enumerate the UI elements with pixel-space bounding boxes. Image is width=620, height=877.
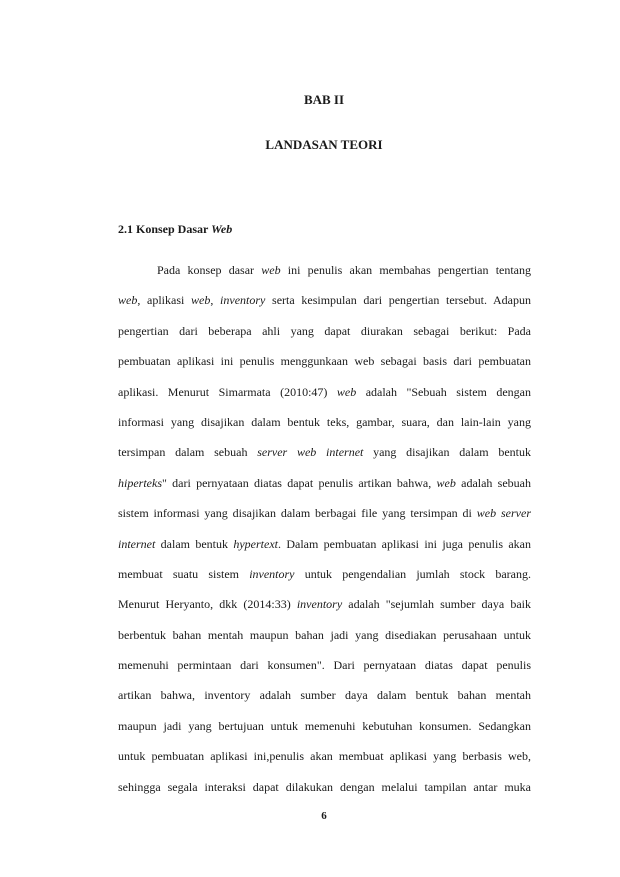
paragraph-line: [118, 741, 531, 771]
text-run: ini penulis akan membahas pengertian tentang: [280, 263, 531, 277]
text-run: adalah "sejumlah sumber daya baik: [342, 597, 531, 612]
text-run: adalah "Sebuah sistem dengan: [356, 384, 531, 399]
text-run: tersimpan dalam sebuah: [118, 445, 258, 460]
text-run: aplikasi. Menurut Simarmata (2010:47): [118, 384, 337, 399]
text-run: memenuhi permintaan dari konsumen". Dari pernyataan diatas dapat penulis: [118, 658, 531, 673]
italic-term: web server: [476, 506, 531, 521]
text-run: maupun jadi yang bertujuan untuk memenuhi kebutuhan konsumen. Sedangkan: [118, 718, 531, 733]
page-number: 6: [321, 810, 327, 822]
paragraph-line: [118, 559, 531, 589]
text-run: adalah sebuah: [455, 475, 531, 490]
paragraph: [118, 255, 531, 802]
text-run: ,: [210, 293, 221, 308]
paragraph-line: [118, 316, 531, 346]
paragraph-line: [118, 377, 531, 407]
italic-term: inventory: [220, 293, 266, 308]
text-run: pengertian dari beberapa ahli yang dapat diurakan sebagai berikut: Pada: [118, 323, 531, 338]
text-run: , aplikasi: [137, 293, 192, 308]
italic-term: web: [118, 293, 138, 308]
paragraph-line: [118, 529, 531, 559]
text-run: sehingga segala interaksi dapat dilakukan dengan melalui tampilan antar muka: [118, 779, 531, 794]
section-title: Konsep Dasar: [136, 222, 209, 236]
text-run: untuk pengendalian jumlah stock barang.: [294, 566, 531, 581]
paragraph-line: [118, 346, 531, 376]
paragraph-line: [118, 620, 531, 650]
paragraph-line: [118, 650, 531, 680]
chapter-number: BAB II: [303, 92, 345, 107]
italic-term: hypertext: [233, 536, 278, 551]
text-run: pembuatan aplikasi ini penulis menggunkaan web sebagai basis dari pembuatan: [118, 354, 531, 369]
italic-term: web: [261, 263, 281, 277]
text-run: sistem informasi yang disajikan dalam berbagai file yang tersimpan di: [118, 506, 477, 521]
paragraph-line: [118, 285, 531, 315]
paragraph-line: [118, 437, 531, 467]
paragraph-line: [118, 711, 531, 741]
italic-term: server web internet: [257, 445, 364, 460]
paragraph-line: [118, 468, 531, 498]
italic-term: web: [191, 293, 211, 308]
text-run: Pada konsep dasar: [157, 263, 262, 277]
paragraph-line: [118, 772, 531, 802]
text-run: berbentuk bahan mentah maupun bahan jadi yang disediakan perusahaan untuk: [118, 627, 531, 642]
text-run: untuk pembuatan aplikasi ini,penulis akan membuat aplikasi yang berbasis web,: [118, 749, 531, 764]
paragraph-line: [118, 680, 531, 710]
text-run: . Dalam pembuatan aplikasi ini juga penulis akan: [278, 536, 531, 551]
chapter-title: LANDASAN TEORI: [265, 137, 383, 152]
paragraph-line: [118, 589, 531, 619]
section-heading: [118, 222, 232, 237]
italic-term: web: [336, 384, 357, 399]
text-run: artikan bahwa, inventory adalah sumber daya dalam bentuk bahan mentah: [118, 688, 531, 703]
italic-term: inventory: [249, 566, 295, 581]
paragraph-line: [118, 407, 531, 437]
paragraph-line: [118, 498, 531, 528]
section-title-italic: Web: [211, 222, 233, 236]
italic-term: internet: [118, 536, 156, 551]
italic-term: hiperteks: [118, 475, 162, 490]
text-run: membuat suatu sistem: [118, 566, 250, 581]
text-run: dalam bentuk: [155, 536, 234, 551]
text-run: " dari pernyataan diatas dapat penulis artikan bahwa,: [162, 475, 437, 490]
section-number: 2.1: [118, 222, 133, 236]
text-run: yang disajikan dalam bentuk: [363, 445, 531, 460]
italic-term: web: [436, 475, 456, 490]
paragraph-line: [118, 255, 531, 285]
italic-term: inventory: [296, 597, 343, 612]
text-run: informasi yang disajikan dalam bentuk teks, gambar, suara, dan lain-lain yang: [118, 414, 531, 429]
text-run: Menurut Heryanto, dkk (2014:33): [118, 597, 297, 612]
text-run: serta kesimpulan dari pengertian tersebut. Adapun: [265, 293, 531, 308]
